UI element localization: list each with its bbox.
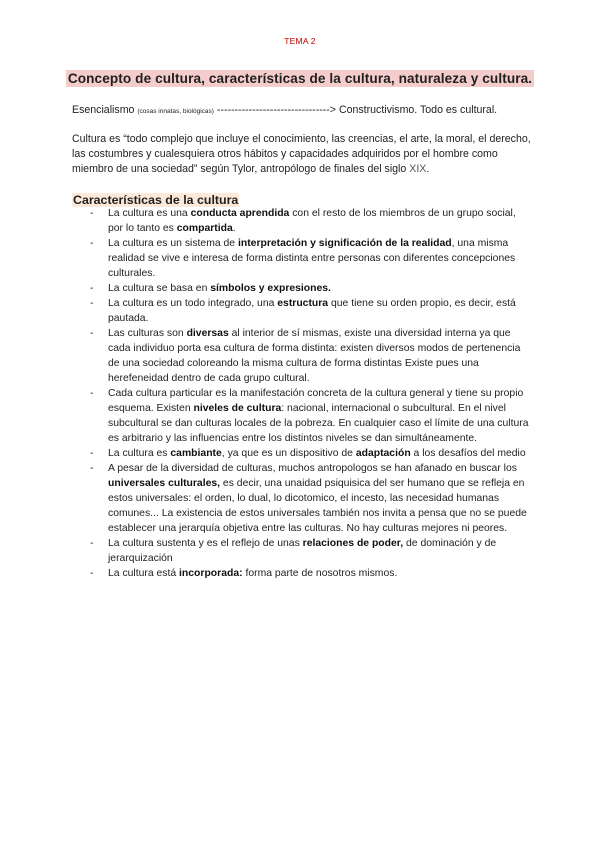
item-text: es decir, una unaidad psiquisica del ser humano que se refleja en estos universales: el orden, lo dual, lo dicotomico, el incesto, las necesidad humanas comunes... La existencia de estos universales también nos invita a pensa que no se puede establecer una jerarquía objetiva entre las culturas. No hay culturas mejores ni peores. <box>108 478 527 534</box>
bullet-dash: - <box>90 298 94 309</box>
item-bold: relaciones de poder, <box>302 538 404 549</box>
bullet-dash: - <box>90 538 94 549</box>
list-item <box>72 326 532 386</box>
intro-rest: Constructivismo. Todo es cultural. <box>338 104 498 116</box>
item-bold: incorporada: <box>179 568 243 579</box>
bullet-dash: - <box>90 208 94 219</box>
definition-end: . <box>426 163 430 175</box>
list-item <box>72 566 532 581</box>
title-wrapper <box>0 70 600 88</box>
item-text: con el resto de los miembros de un grupo social, por lo tanto es <box>108 208 516 234</box>
definition-century: XIX <box>409 163 427 175</box>
item-text: a los desafíos del medio <box>410 448 526 459</box>
list-item <box>72 296 532 326</box>
intro-paragraph <box>72 103 542 119</box>
item-bold: adaptación <box>355 448 411 459</box>
bullet-dash: - <box>90 283 94 294</box>
section-title: Características de la cultura <box>73 193 239 207</box>
list-item <box>72 281 532 296</box>
intro-small-note: (cosas innatas, biológicas) <box>137 108 214 115</box>
bullet-dash: - <box>90 388 94 399</box>
item-text: La cultura es una <box>108 208 191 219</box>
list-item <box>72 206 532 236</box>
characteristics-list <box>72 206 532 581</box>
item-text: : nacional, internacional o subcultural. En el nivel subcultural se dan culturas locales de la pobreza. En cualquier caso el límite de una cultura es arbitrario y las influencias entre los distintos niveles se dan simultáneamente. <box>108 403 529 444</box>
list-item <box>72 461 532 536</box>
item-text: Cada cultura particular es la manifestación concreta de la cultura general y tiene su propio esquema. Existen <box>108 388 524 414</box>
item-bold: compartida <box>176 223 233 234</box>
item-text: La cultura sustenta y es el reflejo de unas <box>108 538 303 549</box>
intro-arrow: --------------------------------> <box>213 104 339 116</box>
item-bold: estructura <box>277 298 329 309</box>
item-bold: cambiante <box>170 448 222 459</box>
intro-lead: Esencialismo <box>72 104 138 116</box>
bullet-dash: - <box>90 238 94 249</box>
definition-paragraph <box>72 132 532 177</box>
item-text: , una misma realidad se vive e interesa de forma distinta entre personas con diferentes concepciones culturales. <box>108 238 516 279</box>
bullet-dash: - <box>90 328 94 339</box>
item-text: de dominación y de jerarquización <box>108 538 497 564</box>
list-item <box>72 236 532 281</box>
item-bold: universales culturales, <box>108 478 221 489</box>
item-text: Las culturas son <box>108 328 187 339</box>
bullet-dash: - <box>90 463 94 474</box>
item-text: forma parte de nosotros mismos. <box>242 568 398 579</box>
item-bold: diversas <box>186 328 229 339</box>
item-text: La cultura es <box>108 448 171 459</box>
item-text: La cultura es un todo integrado, una <box>108 298 278 309</box>
item-text: La cultura está <box>108 568 180 579</box>
item-bold: símbolos y expresiones. <box>210 283 331 294</box>
item-text: La cultura se basa en <box>108 283 211 294</box>
topic-label: TEMA 2 <box>284 36 316 46</box>
item-bold: conducta aprendida <box>190 208 290 219</box>
list-item <box>72 446 532 461</box>
item-text: . <box>232 223 236 234</box>
list-item <box>72 386 532 446</box>
item-text: A pesar de la diversidad de culturas, muchos antropologos se han afanado en buscar los <box>108 463 517 474</box>
bullet-dash: - <box>90 448 94 459</box>
definition-text: Cultura es “todo complejo que incluye el conocimiento, las creencias, el arte, la moral, el derecho, las costumbres y cualesquiera otros hábitos y capacidades adquiridos por el hombre como miembro de una sociedad” según Tylor, antropólogo de finales del siglo <box>72 133 531 175</box>
item-text: que tiene su orden propio, es decir, está pautada. <box>108 298 516 324</box>
list-item <box>72 536 532 566</box>
bullet-dash: - <box>90 568 94 579</box>
item-bold: interpretación y significación de la realidad <box>237 238 452 249</box>
item-text: , ya que es un dispositivo de <box>221 448 356 459</box>
item-bold: niveles de cultura <box>193 403 282 414</box>
item-text: al interior de sí mismas, existe una diversidad interna ya que cada individuo porta esa cultura de forma distinta: existen diversos modos de pertenencia de una sociedad coloreando la misma cultura de forma distintas Existe pues una herefeneidad dentro de cada grupo cultural. <box>108 328 521 384</box>
document-title: Concepto de cultura, características de la cultura, naturaleza y cultura. <box>67 71 533 86</box>
item-text: La cultura es un sistema de <box>108 238 238 249</box>
